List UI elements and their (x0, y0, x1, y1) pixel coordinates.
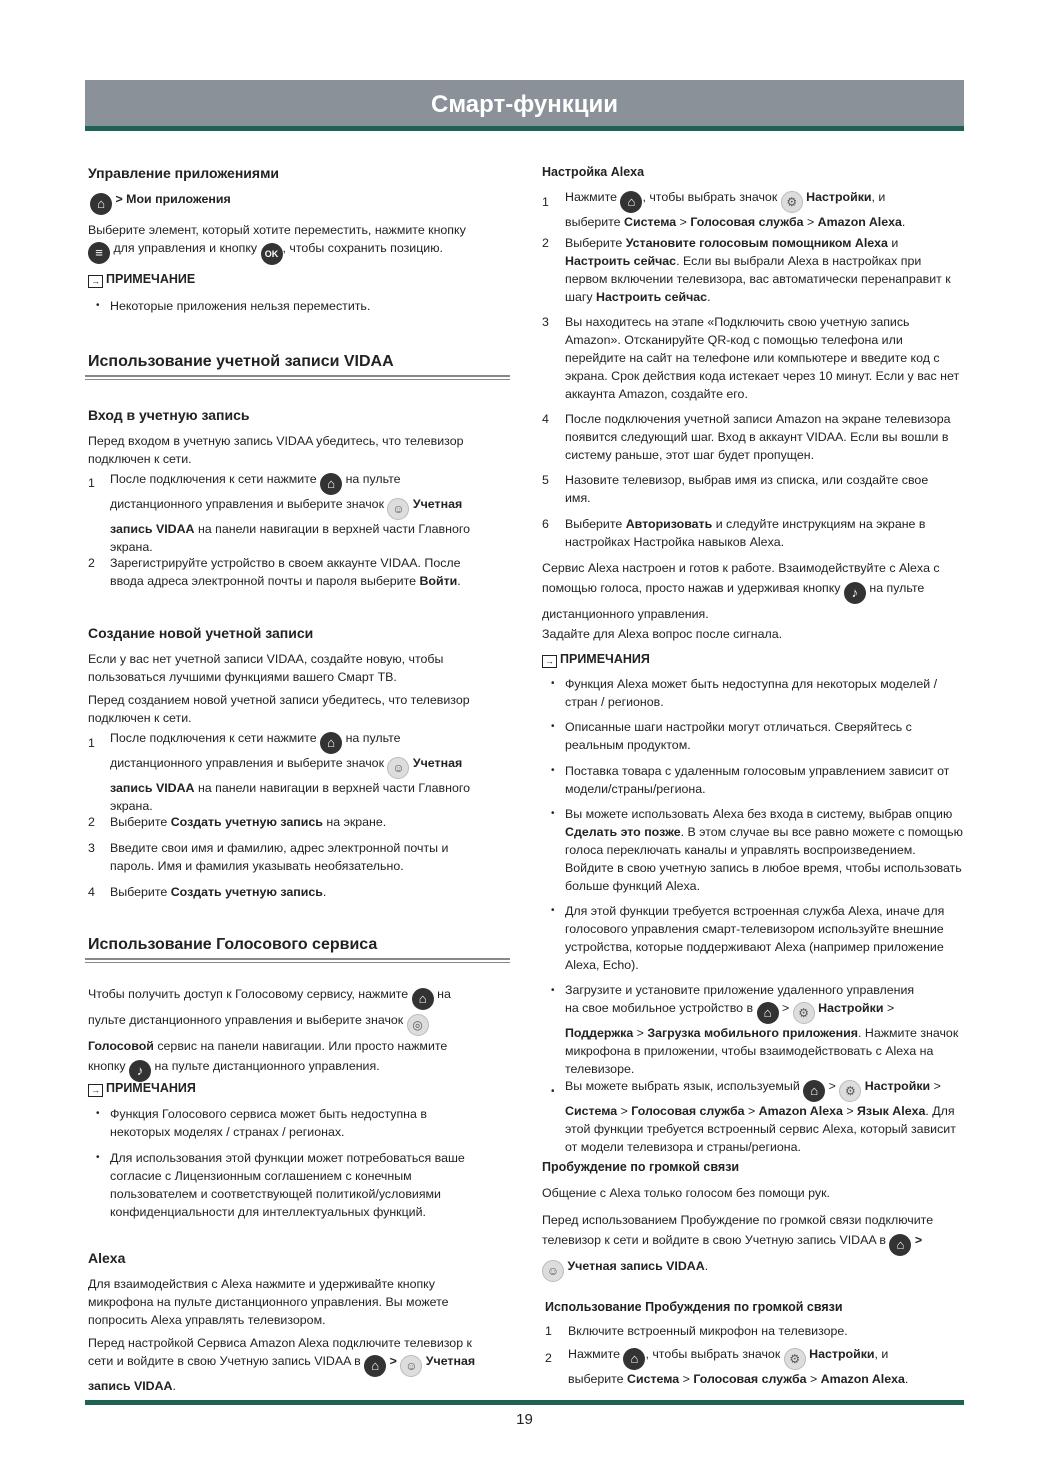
login-step-2: Зарегистрируйте устройство в своем аккаунте VIDAA. После ввода адреса электронной почты и пароля выберите Войти. (110, 556, 461, 588)
apps-path (90, 190, 231, 215)
l2a: Зарегистрируйте устройство в своем аккаунте VIDAA. После (110, 556, 461, 570)
n1b: на пульте (345, 731, 401, 745)
alexa-p2: Перед настройкой Сервиса Amazon Alexa подключите телевизор к сети и войдите в свою Учетную запись VIDAA в ⌂ > ☺ Учетная запись VIDAA. (88, 1336, 476, 1393)
home-icon: ⌂ (90, 193, 112, 215)
alexa-p2d: Учетная (425, 1354, 476, 1368)
ok-button-icon: OK (261, 243, 283, 265)
voice-heading: Использование Голосового сервиса (88, 936, 378, 953)
s2a: Выберите (565, 236, 623, 250)
l1c: дистанционного управления и выберите значок (110, 497, 384, 511)
new-account-p1: Если у вас нет учетной записи VIDAA, создайте новую, чтобы пользоваться лучшими функциями вашего Смарт ТВ. (88, 652, 444, 684)
setup-note-2: Описанные шаги настройки могут отличаться. Сверяйтесь с реальным продуктом. (565, 720, 912, 752)
b7c: Система (565, 1104, 618, 1118)
home-icon: ⌂ (320, 732, 342, 754)
new-account-p2: Перед созданием новой учетной записи убедитесь, что телевизор подключен к сети. (88, 693, 470, 725)
setup-step-4: После подключения учетной записи Amazon на экране телевизора появится следующий шаг. Вход в аккаунт VIDAA. Если вы вошли в систему раньше, этот шаг будет пропущен. (565, 412, 951, 462)
home-icon: ⌂ (757, 1002, 779, 1024)
s1h: Amazon Alexa (817, 215, 902, 229)
s1c: Настройки (806, 190, 872, 204)
setup-step-2: Выберите Установите голосовым помощником Alexa и Настроить сейчас. Если вы выбрали Alexa в настройках при первом включении телевизора, вас автоматически перенаправит к шагу Настроить сейчас. (565, 236, 951, 304)
sp1a: Сервис Alexa настроен и готов к работе. Взаимодействуйте с Alexa с (542, 561, 940, 575)
s1d: , и (871, 190, 886, 204)
sp1d: дистанционного управления. (542, 607, 709, 621)
bullet: • (551, 721, 555, 732)
l1e: запись VIDAA (110, 522, 195, 536)
s1f: Система (624, 215, 677, 229)
home-icon: ⌂ (412, 988, 434, 1010)
b6d: Поддержка (565, 1026, 634, 1040)
section-divider (85, 958, 510, 963)
b7f: Язык Alexa (857, 1104, 926, 1118)
wake-paragraph-1: Общение с Alexa только голосом без помощи рук. (542, 1186, 830, 1200)
setup-note-3: Поставка товара с удаленным голосовым управлением зависит от модели/страны/региона. (565, 764, 950, 796)
new-step-3: Введите свои имя и фамилию, адрес электронной почты и пароль. Имя и фамилия указывать необязательно. (110, 841, 449, 873)
setup-step-3: Вы находитесь на этапе «Подключить свою учетную запись Amazon». Отсканируйте QR-код с помощью телефона или перейдите на сайт на телефоне или компьютере и введите код с экрана. Срок действия кода истекает через 10 минут. Если у вас нет аккаунта Amazon, создайте его. (565, 315, 960, 401)
setup-paragraph-1 (542, 558, 964, 624)
user-icon: ☺ (542, 1260, 564, 1282)
n2c: на экране. (326, 815, 387, 829)
apps-p1b: для управления и кнопку (113, 241, 258, 255)
n4b: Создать учетную запись (170, 885, 323, 899)
home-icon: ⌂ (623, 1348, 645, 1370)
list-number: 3 (88, 841, 95, 855)
n1a: После подключения к сети нажмите (110, 731, 317, 745)
bullet: • (96, 300, 100, 311)
bullet: • (96, 1108, 100, 1119)
voice-paragraph (88, 984, 508, 1082)
list-number: 5 (542, 473, 549, 487)
apps-heading: Управление приложениями (88, 165, 280, 181)
wake-step-2: Нажмите ⌂ , чтобы выбрать значок ⚙ Настройки, и выберите Система > Голосовая служба > Amazon Alexa. (568, 1347, 909, 1386)
bullet: • (551, 1086, 555, 1097)
list-number: 3 (542, 315, 549, 329)
note-icon: → (88, 275, 103, 288)
setup-note-title: ПРИМЕЧАНИЯ (560, 652, 650, 666)
bullet: • (551, 765, 555, 776)
alexa-p2a: Перед настройкой Сервиса Amazon Alexa подключите телевизор к (88, 1336, 472, 1350)
login-paragraph: Перед входом в учетную запись VIDAA убедитесь, что телевизор подключен к сети. (88, 434, 464, 466)
u2e: выберите (568, 1372, 624, 1386)
voice-p1g: на пульте дистанционного управления. (154, 1059, 380, 1073)
setup-note-6: Загрузите и установите приложение удаленного управления на свое мобильное устройство в ⌂ > ⚙ Настройки > Поддержка > Загрузка мобильного приложения. Нажмите значок микрофона в приложении, чтобы взаимодействовать с Alexa на телевизоре. (565, 983, 959, 1076)
bullet: • (551, 808, 555, 819)
s2c: и (891, 236, 899, 250)
voice-note-heading (88, 1079, 196, 1097)
b7d: Голосовая служба (631, 1104, 745, 1118)
b7a: Вы можете выбрать язык, используемый (565, 1079, 800, 1093)
l2c: Войти (419, 574, 458, 588)
u2g: Голосовая служба (693, 1372, 807, 1386)
setup-note-4 (565, 805, 965, 895)
voice-note-1: Функция Голосового сервиса может быть недоступна в некоторых моделях / странах / регионах. (110, 1107, 427, 1139)
alexa-p2e: запись VIDAA (88, 1379, 173, 1393)
list-number: 2 (542, 236, 549, 250)
b6a: Загрузите и установите приложение удаленного управления (565, 983, 915, 997)
voice-note-2: Для использования этой функции может потребоваться ваше согласие с Лицензионным соглашением с конечным пользователем и соответствующей политикой/условиями конфиденциальности для интеллектуальных функций. (110, 1151, 465, 1219)
u2b: , чтобы выбрать значок (645, 1347, 781, 1361)
s1e: выберите (565, 215, 621, 229)
setup-note-7: Вы можете выбрать язык, используемый ⌂ > ⚙ Настройки > Система > Голосовая служба > Amazon Alexa > Язык Alexa. Для этой функции требуется встроенный сервис Alexa, который зависит от модели телевизора и страны/региона. (565, 1079, 956, 1154)
apps-note-1: Некоторые приложения нельзя переместить. (110, 299, 371, 313)
voice-p1b: на (437, 987, 451, 1001)
gear-icon: ⚙ (793, 1002, 815, 1024)
n1e: запись VIDAA (110, 781, 195, 795)
b4c: . В этом случае вы все равно можете с помощью голоса переключать каналы и управлять воспроизведением. Войдите в свою учетную запись в любое время, чтобы использовать больше функций Alexa. (565, 825, 963, 893)
alexa-p2c: > (389, 1354, 397, 1368)
sp1c: на пульте (869, 581, 925, 595)
l1b: на пульте (345, 472, 401, 486)
n2b: Создать учетную запись (170, 815, 323, 829)
apps-p1a: Выберите элемент, который хотите переместить, нажмите кнопку (88, 223, 466, 237)
b6e: Загрузка мобильного приложения (647, 1026, 859, 1040)
note-icon: → (88, 1084, 103, 1097)
gear-icon: ⚙ (784, 1348, 806, 1370)
b7g: Для этой функции требуется встроенный сервис Alexa, который зависит от модели телевизора и страны/региона. (565, 1104, 956, 1154)
bullet: • (96, 1152, 100, 1163)
b7e: Amazon Alexa (758, 1104, 843, 1118)
menu-icon: ≡ (88, 242, 110, 264)
b4a: Вы можете использовать Alexa без входа в систему, выбрав опцию (565, 807, 953, 821)
bullet: • (551, 905, 555, 916)
page-title: Смарт-функции (85, 80, 964, 126)
new-step-4: Выберите Создать учетную запись. (110, 885, 327, 899)
u2a: Нажмите (568, 1347, 620, 1361)
login-heading: Вход в учетную запись (88, 407, 250, 423)
n1f: на панели навигации в верхней части Главного (197, 781, 470, 795)
home-icon: ⌂ (620, 191, 642, 213)
new-step-2 (110, 813, 386, 831)
user-icon: ☺ (387, 498, 409, 520)
user-icon: ☺ (387, 757, 409, 779)
setup-note-5: Для этой функции требуется встроенная служба Alexa, иначе для голосового управления смарт-телевизором используйте внешние устройства, которые поддерживают Alexa (например приложение Alexa, Echo). (565, 904, 945, 972)
microphone-icon: ♪ (844, 582, 866, 604)
voice-p1e: сервис на панели навигации. Или просто нажмите (157, 1039, 448, 1053)
login-step-1 (110, 470, 510, 556)
home-icon: ⌂ (320, 473, 342, 495)
home-icon: ⌂ (803, 1080, 825, 1102)
s1b: , чтобы выбрать значок (642, 190, 778, 204)
wake-use-heading: Использование Пробуждения по громкой связи (545, 1300, 843, 1314)
u2f: Система (627, 1372, 680, 1386)
alexa-p1: Для взаимодействия с Alexa нажмите и удерживайте кнопку микрофона на пульте дистанционного управления. Вы можете попросить Alexa управлять телевизором. (88, 1277, 449, 1327)
voice-p1f: кнопку (88, 1059, 126, 1073)
n1g: экрана. (110, 799, 153, 813)
s1g: Голосовая служба (690, 215, 804, 229)
voice-note-title: ПРИМЕЧАНИЯ (106, 1081, 196, 1095)
microphone-icon: ♪ (129, 1060, 151, 1082)
home-icon: ⌂ (889, 1234, 911, 1256)
vidaa-heading: Использование учетной записи VIDAA (88, 353, 394, 370)
apps-p1c: , чтобы сохранить позицию. (282, 241, 443, 255)
apps-note-heading (88, 270, 195, 288)
alexa-heading: Alexa (88, 1250, 126, 1266)
list-number: 2 (545, 1351, 552, 1365)
footer-divider (85, 1400, 964, 1405)
bullet: • (551, 678, 555, 689)
bullet: • (551, 985, 555, 996)
list-number: 4 (542, 412, 549, 426)
list-number: 1 (88, 736, 95, 750)
wp2c: > (914, 1233, 923, 1247)
gear-icon: ⚙ (781, 191, 803, 213)
s6c: и следуйте инструкциям на экране в настройках Настройка навыков Alexa. (565, 517, 926, 549)
n1c: дистанционного управления и выберите значок (110, 756, 384, 770)
u2d: , и (874, 1347, 889, 1361)
setup-note-1: Функция Alexa может быть недоступна для некоторых моделей / стран / регионов. (565, 677, 938, 709)
sp1b: помощью голоса, просто нажав и удерживая кнопку (542, 581, 841, 595)
setup-heading: Настройка Alexa (542, 165, 645, 179)
voice-p1d: Голосовой (88, 1039, 154, 1053)
n4a: Выберите (110, 885, 168, 899)
new-account-heading: Создание новой учетной записи (88, 625, 314, 641)
list-number: 2 (88, 815, 95, 829)
setup-note-heading (542, 650, 650, 668)
voice-p1a: Чтобы получить доступ к Голосовому сервису, нажмите (88, 987, 409, 1001)
b6b: на свое мобильное устройство в (565, 1001, 754, 1015)
l1a: После подключения к сети нажмите (110, 472, 317, 486)
b7b: Настройки (864, 1079, 931, 1093)
l1g: экрана. (110, 540, 153, 554)
apps-note-title: ПРИМЕЧАНИЕ (106, 272, 196, 286)
l1d: Учетная (412, 497, 463, 511)
s1a: Нажмите (565, 190, 617, 204)
home-icon: ⌂ (364, 1355, 386, 1377)
l1f: на панели навигации в верхней части Главного (197, 522, 470, 536)
wp2d: Учетная запись VIDAA (567, 1259, 705, 1273)
setup-step-5: Назовите телевизор, выбрав имя из списка, или создайте свое имя. (565, 473, 929, 505)
wake-paragraph-2: Перед использованием Пробуждение по громкой связи подключите телевизор к сети и войдите в свою Учетную запись VIDAA в ⌂ > ☺ Учетная запись VIDAA. (542, 1210, 964, 1282)
wp2b: телевизор к сети и войдите в свою Учетную запись VIDAA в (542, 1233, 886, 1247)
s2b: Установите голосовым помощником Alexa (625, 236, 888, 250)
list-number: 1 (88, 476, 95, 490)
setup-paragraph-2: Задайте для Alexa вопрос после сигнала. (542, 627, 783, 641)
u2c: Настройки (809, 1347, 875, 1361)
setup-step-1: Нажмите ⌂ , чтобы выбрать значок ⚙ Настройки, и выберите Система > Голосовая служба > Amazon Alexa. (565, 190, 906, 229)
wake-heading: Пробуждение по громкой связи (542, 1160, 740, 1174)
voice-p1c: пульте дистанционного управления и выберите значок (88, 1013, 404, 1027)
user-icon: ☺ (400, 1355, 422, 1377)
new-step-1 (110, 729, 510, 815)
list-number: 2 (88, 556, 95, 570)
b6f: . Нажмите значок микрофона в приложении, чтобы взаимодействовать с Alexa на телевизоре. (565, 1026, 959, 1076)
list-number: 1 (545, 1324, 552, 1338)
l2b: ввода адреса электронной почты и пароля выберите (110, 574, 417, 588)
header-divider (85, 126, 964, 131)
n2a: Выберите (110, 815, 168, 829)
list-number: 4 (88, 885, 95, 899)
note-icon: → (542, 655, 557, 668)
setup-step-6 (565, 515, 955, 551)
wake-step-1: Включите встроенный микрофон на телевизоре. (568, 1324, 848, 1338)
gear-icon: ⚙ (839, 1080, 861, 1102)
u2h: Amazon Alexa (820, 1372, 905, 1386)
list-number: 1 (542, 195, 549, 209)
s2e: . Если вы выбрали Alexa в настройках при первом включении телевизора, вас автоматически перенаправит к шагу (565, 254, 951, 304)
list-number: 6 (542, 517, 549, 531)
b6c: Настройки (818, 1001, 884, 1015)
apps-paragraph (88, 221, 508, 265)
b4b: Сделать это позже (565, 825, 681, 839)
s6b: Авторизовать (625, 517, 713, 531)
page-number: 19 (516, 1411, 533, 1428)
voice-service-icon: ◎ (407, 1014, 429, 1036)
wp2a: Перед использованием Пробуждение по громкой связи подключите (542, 1213, 934, 1227)
s6a: Выберите (565, 517, 623, 531)
section-divider (85, 375, 510, 380)
s2d: Настроить сейчас (565, 254, 677, 268)
n1d: Учетная (412, 756, 463, 770)
alexa-p2b: сети и войдите в свою Учетную запись VIDAA в (88, 1354, 361, 1368)
apps-path-label: > Мои приложения (115, 192, 231, 206)
s2f: Настроить сейчас (596, 290, 708, 304)
